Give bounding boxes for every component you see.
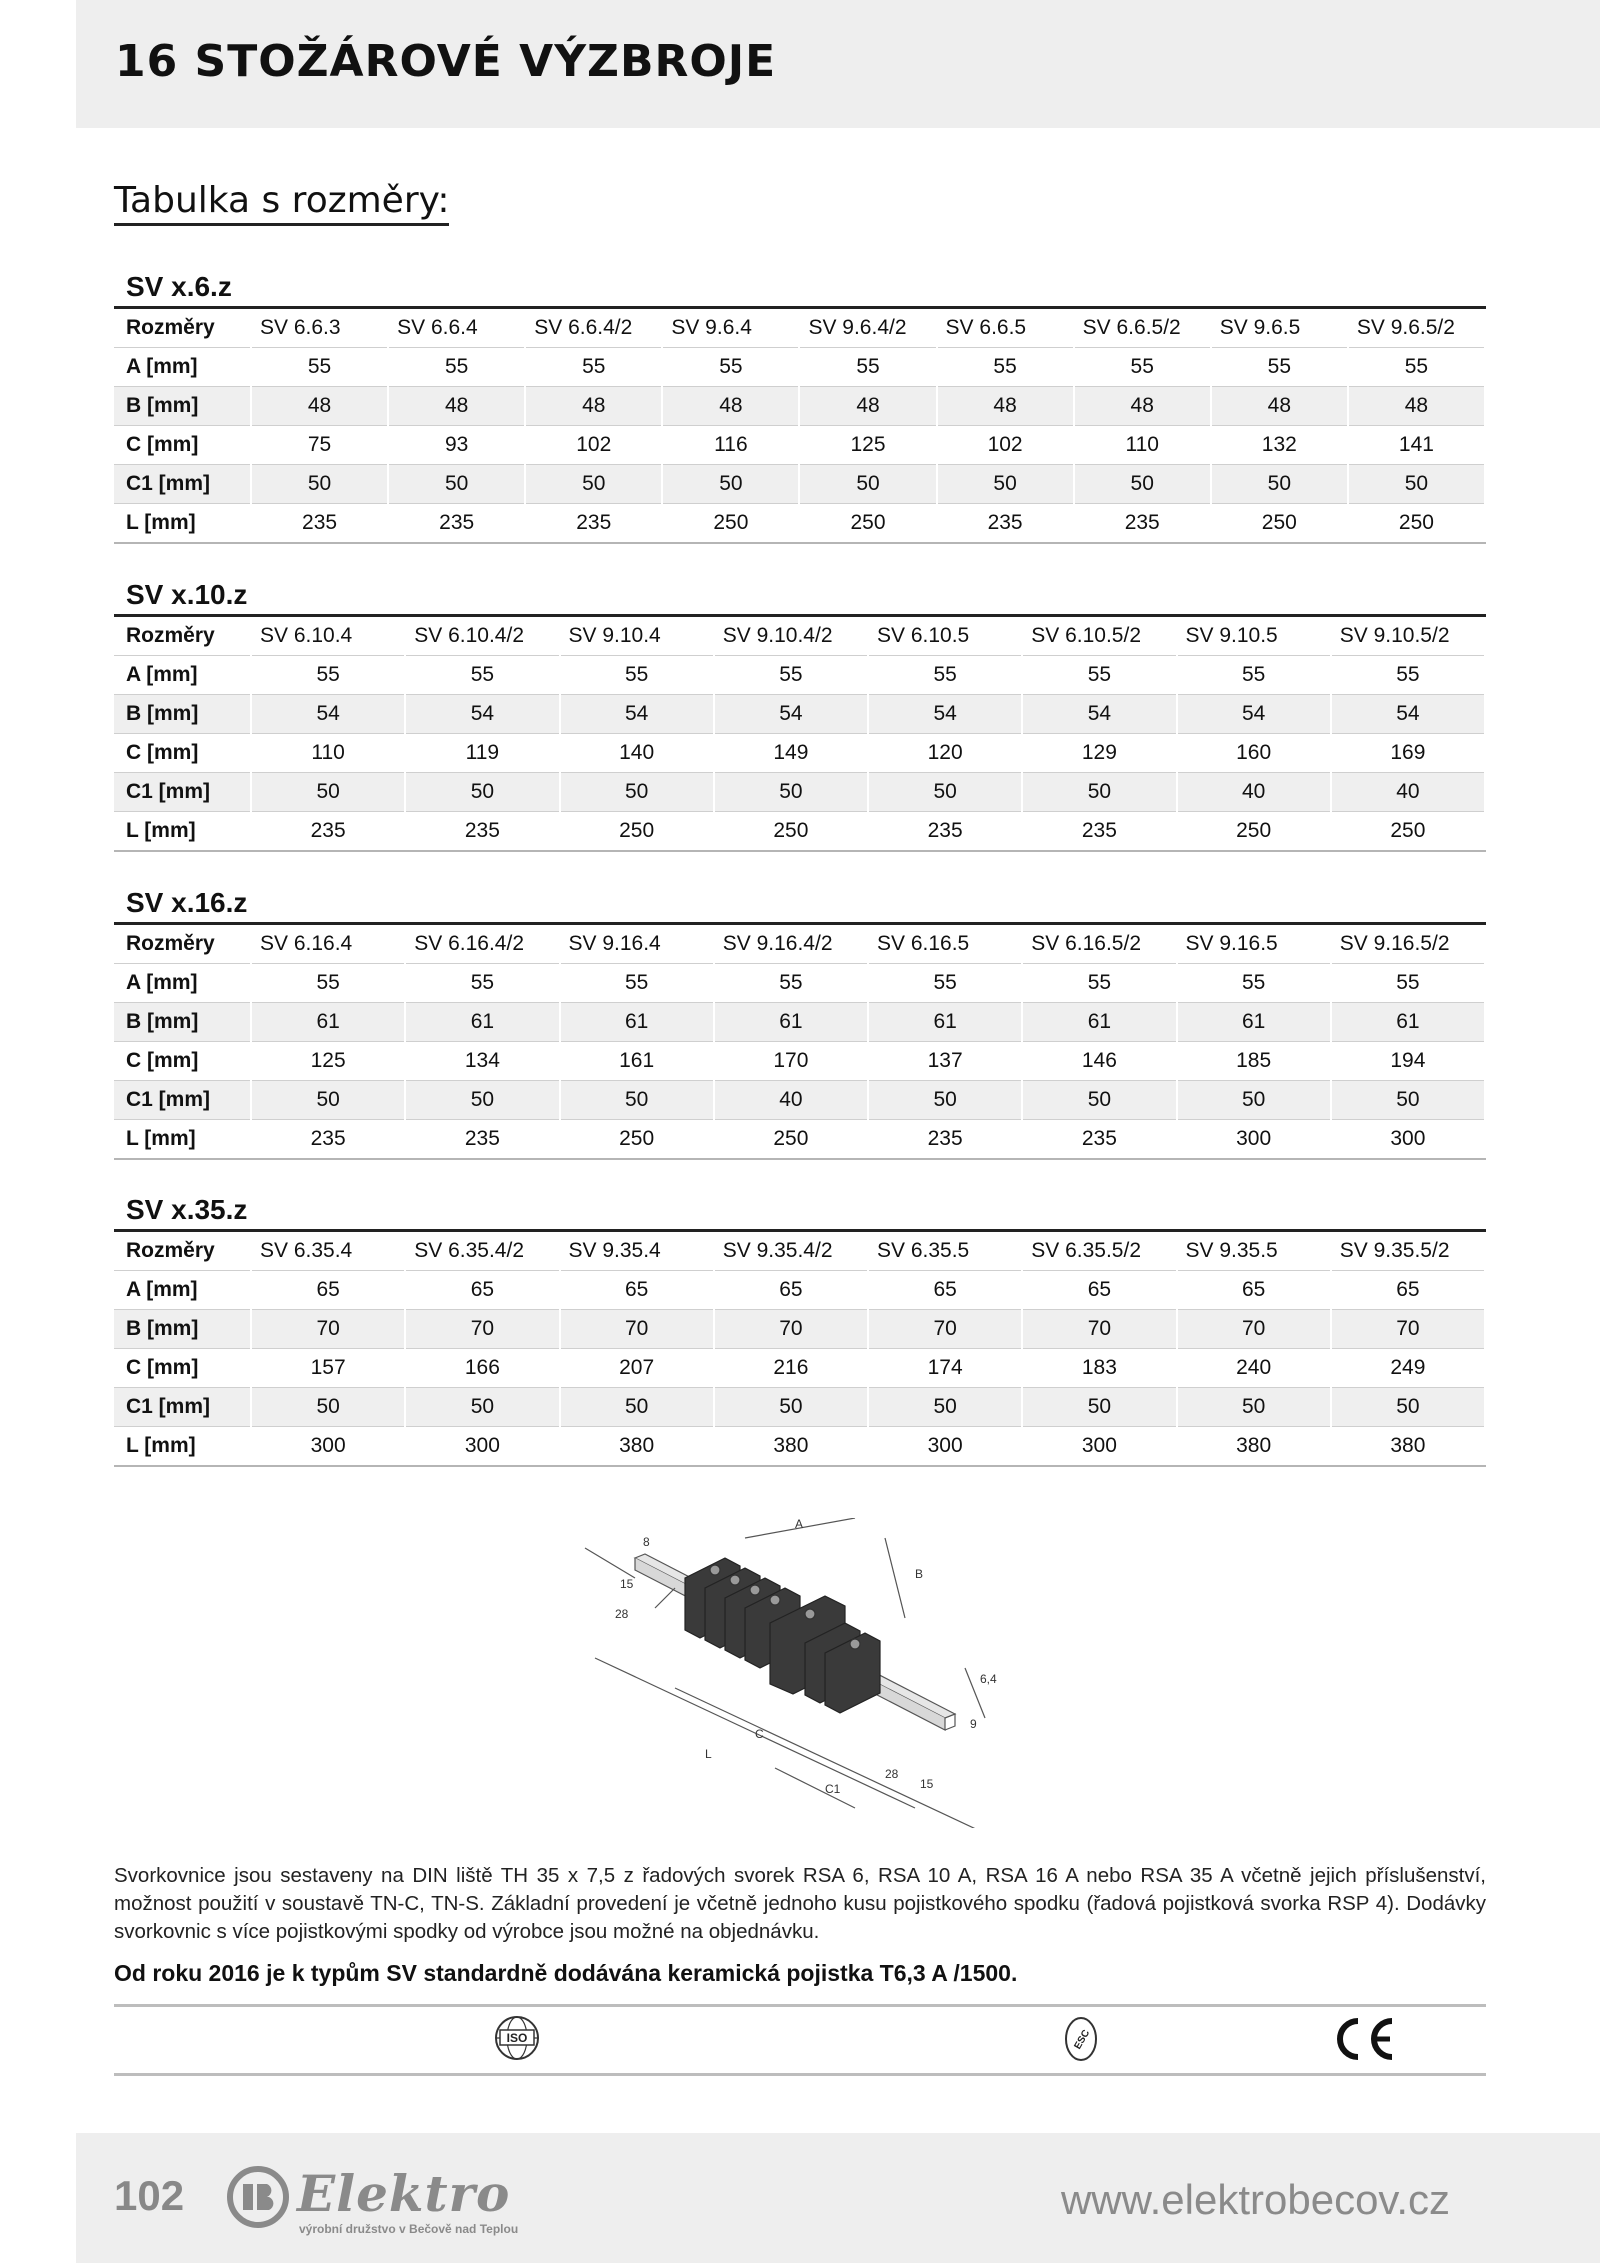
model-header-cell: SV 9.35.5/2	[1331, 1231, 1485, 1271]
table-row	[114, 1388, 1485, 1427]
model-header-cell: SV 9.10.4	[560, 616, 714, 656]
value-cell: 55	[525, 348, 662, 387]
row-label-cell: C1 [mm]	[114, 773, 251, 812]
value-cell: 40	[714, 1081, 868, 1120]
value-cell: 116	[662, 426, 799, 465]
value-cell: 250	[799, 504, 936, 544]
value-cell: 65	[251, 1271, 405, 1310]
value-cell: 55	[1331, 656, 1485, 695]
description-text: Svorkovnice jsou sestaveny na DIN liště TH 35 x 7,5 z řadových svorek RSA 6, RSA 10 A, RSA 16 A nebo RSA 35 A včetně jejich příslušenství, možnost použití v soustavě TN-C, TN-S. Základní provedení je včetně jednoho kusu pojistkového spodku (řadová pojistková svorka RSP 4). Dodávky svorkovnic s více pojistkovými spodky od výrobce jsou možné na objednávku.	[114, 1864, 1486, 1943]
value-cell: 55	[560, 656, 714, 695]
value-cell: 48	[525, 387, 662, 426]
value-cell: 93	[388, 426, 525, 465]
model-header-cell: SV 6.35.5/2	[1022, 1231, 1176, 1271]
model-header-cell: SV 6.6.3	[251, 308, 388, 348]
value-cell: 235	[1022, 1120, 1176, 1160]
value-cell: 125	[251, 1042, 405, 1081]
model-header-cell: SV 6.35.5	[868, 1231, 1022, 1271]
table-row	[114, 1271, 1485, 1310]
value-cell: 50	[1022, 1081, 1176, 1120]
value-cell: 61	[1177, 1003, 1331, 1042]
value-cell: 50	[1331, 1081, 1485, 1120]
row-label-cell: B [mm]	[114, 1003, 251, 1042]
model-header-cell: SV 9.16.4	[560, 924, 714, 964]
row-label-cell: C [mm]	[114, 1042, 251, 1081]
value-cell: 235	[937, 504, 1074, 544]
model-header-cell: SV 6.16.4	[251, 924, 405, 964]
dim-label-b: B	[915, 1567, 924, 1581]
model-header-cell: SV 6.10.5	[868, 616, 1022, 656]
dim-label-c: C	[755, 1727, 764, 1741]
model-header-cell: SV 9.16.5	[1177, 924, 1331, 964]
row-label-cell: B [mm]	[114, 695, 251, 734]
value-cell: 50	[662, 465, 799, 504]
dim-label-6-4: 6,4	[980, 1672, 997, 1686]
value-cell: 129	[1022, 734, 1176, 773]
model-header-cell: SV 9.16.4/2	[714, 924, 868, 964]
row-label-cell: A [mm]	[114, 964, 251, 1003]
value-cell: 141	[1348, 426, 1485, 465]
dimensions-table	[114, 306, 1486, 544]
value-cell: 55	[868, 656, 1022, 695]
value-cell: 50	[937, 465, 1074, 504]
value-cell: 65	[714, 1271, 868, 1310]
value-cell: 50	[714, 773, 868, 812]
value-cell: 174	[868, 1349, 1022, 1388]
dimension-group-6	[114, 268, 1486, 544]
value-cell: 235	[388, 504, 525, 544]
value-cell: 50	[1022, 1388, 1176, 1427]
value-cell: 235	[525, 504, 662, 544]
model-header-cell: SV 9.6.4	[662, 308, 799, 348]
value-cell: 65	[405, 1271, 559, 1310]
terminal-block-drawing	[525, 1518, 1105, 1828]
company-logo	[225, 2160, 545, 2240]
value-cell: 55	[1331, 964, 1485, 1003]
value-cell: 250	[1211, 504, 1348, 544]
value-cell: 55	[1177, 964, 1331, 1003]
row-label-cell: C [mm]	[114, 426, 251, 465]
dimension-group-35	[114, 1191, 1486, 1467]
value-cell: 166	[405, 1349, 559, 1388]
value-cell: 55	[714, 964, 868, 1003]
value-cell: 55	[405, 964, 559, 1003]
value-cell: 250	[1177, 812, 1331, 852]
value-cell: 55	[251, 964, 405, 1003]
dimensions-table	[114, 1229, 1486, 1467]
value-cell: 50	[1177, 1081, 1331, 1120]
value-cell: 146	[1022, 1042, 1176, 1081]
dim-label-15b: 15	[920, 1777, 934, 1791]
table-row	[114, 1042, 1485, 1081]
value-cell: 235	[251, 1120, 405, 1160]
model-header-cell: SV 9.6.5	[1211, 308, 1348, 348]
value-cell: 161	[560, 1042, 714, 1081]
value-cell: 120	[868, 734, 1022, 773]
value-cell: 250	[714, 1120, 868, 1160]
value-cell: 50	[714, 1388, 868, 1427]
value-cell: 300	[868, 1427, 1022, 1467]
header-label-cell: Rozměry	[114, 308, 251, 348]
value-cell: 55	[1074, 348, 1211, 387]
value-cell: 50	[868, 1081, 1022, 1120]
value-cell: 50	[405, 773, 559, 812]
table-row	[114, 773, 1485, 812]
value-cell: 75	[251, 426, 388, 465]
value-cell: 61	[1022, 1003, 1176, 1042]
value-cell: 54	[1177, 695, 1331, 734]
value-cell: 300	[251, 1427, 405, 1467]
value-cell: 48	[799, 387, 936, 426]
value-cell: 54	[560, 695, 714, 734]
value-cell: 40	[1177, 773, 1331, 812]
table-row	[114, 465, 1485, 504]
value-cell: 102	[525, 426, 662, 465]
logo-subtitle: výrobní družstvo v Bečově nad Teplou	[299, 2222, 519, 2236]
value-cell: 65	[1331, 1271, 1485, 1310]
value-cell: 65	[868, 1271, 1022, 1310]
section-heading: Tabulka s rozměry:	[114, 180, 449, 226]
value-cell: 50	[1211, 465, 1348, 504]
esc-label: ESC	[1072, 2028, 1093, 2052]
value-cell: 55	[560, 964, 714, 1003]
value-cell: 55	[868, 964, 1022, 1003]
table-header-row	[114, 616, 1485, 656]
value-cell: 55	[388, 348, 525, 387]
value-cell: 235	[405, 812, 559, 852]
dimensions-table	[114, 922, 1486, 1160]
model-header-cell: SV 6.16.4/2	[405, 924, 559, 964]
row-label-cell: L [mm]	[114, 1120, 251, 1160]
value-cell: 110	[251, 734, 405, 773]
table-row	[114, 734, 1485, 773]
value-cell: 61	[405, 1003, 559, 1042]
value-cell: 50	[405, 1081, 559, 1120]
value-cell: 125	[799, 426, 936, 465]
value-cell: 380	[1177, 1427, 1331, 1467]
value-cell: 54	[868, 695, 1022, 734]
value-cell: 50	[868, 1388, 1022, 1427]
table-row	[114, 964, 1485, 1003]
value-cell: 55	[662, 348, 799, 387]
row-label-cell: C1 [mm]	[114, 1081, 251, 1120]
value-cell: 65	[560, 1271, 714, 1310]
table-header-row	[114, 308, 1485, 348]
value-cell: 70	[405, 1310, 559, 1349]
value-cell: 250	[662, 504, 799, 544]
page-number: 102	[114, 2172, 185, 2219]
value-cell: 380	[560, 1427, 714, 1467]
value-cell: 55	[1211, 348, 1348, 387]
header-label-cell: Rozměry	[114, 1231, 251, 1271]
value-cell: 65	[1177, 1271, 1331, 1310]
model-header-cell: SV 6.6.4	[388, 308, 525, 348]
value-cell: 240	[1177, 1349, 1331, 1388]
header-label-cell: Rozměry	[114, 616, 251, 656]
value-cell: 55	[937, 348, 1074, 387]
value-cell: 50	[251, 1388, 405, 1427]
value-cell: 55	[1348, 348, 1485, 387]
value-cell: 185	[1177, 1042, 1331, 1081]
value-cell: 380	[714, 1427, 868, 1467]
value-cell: 194	[1331, 1042, 1485, 1081]
model-header-cell: SV 6.10.5/2	[1022, 616, 1176, 656]
value-cell: 140	[560, 734, 714, 773]
ce-mark-icon	[1328, 2013, 1398, 2065]
value-cell: 110	[1074, 426, 1211, 465]
dim-label-8: 8	[643, 1535, 650, 1549]
model-header-cell: SV 9.6.4/2	[799, 308, 936, 348]
value-cell: 169	[1331, 734, 1485, 773]
table-row	[114, 812, 1485, 852]
table-header-row	[114, 1231, 1485, 1271]
value-cell: 216	[714, 1349, 868, 1388]
value-cell: 48	[1211, 387, 1348, 426]
value-cell: 249	[1331, 1349, 1485, 1388]
dim-label-c1: C1	[825, 1782, 841, 1796]
value-cell: 70	[560, 1310, 714, 1349]
model-header-cell: SV 9.35.4/2	[714, 1231, 868, 1271]
model-header-cell: SV 9.16.5/2	[1331, 924, 1485, 964]
value-cell: 65	[1022, 1271, 1176, 1310]
dim-label-28b: 28	[885, 1767, 899, 1781]
value-cell: 50	[388, 465, 525, 504]
value-cell: 50	[1348, 465, 1485, 504]
value-cell: 50	[405, 1388, 559, 1427]
model-header-cell: SV 6.16.5	[868, 924, 1022, 964]
table-row	[114, 1003, 1485, 1042]
iso-icon	[492, 2013, 542, 2065]
table-row	[114, 1427, 1485, 1467]
row-label-cell: L [mm]	[114, 812, 251, 852]
table-row	[114, 1349, 1485, 1388]
value-cell: 235	[868, 1120, 1022, 1160]
value-cell: 48	[1348, 387, 1485, 426]
value-cell: 48	[662, 387, 799, 426]
value-cell: 250	[1348, 504, 1485, 544]
value-cell: 250	[1331, 812, 1485, 852]
value-cell: 48	[937, 387, 1074, 426]
value-cell: 54	[1331, 695, 1485, 734]
value-cell: 50	[525, 465, 662, 504]
esc-icon	[1061, 2013, 1101, 2065]
value-cell: 250	[560, 1120, 714, 1160]
dim-label-l: L	[705, 1747, 712, 1761]
dim-label-9: 9	[970, 1717, 977, 1731]
dimension-group-10	[114, 576, 1486, 852]
value-cell: 235	[405, 1120, 559, 1160]
model-header-cell: SV 9.10.5/2	[1331, 616, 1485, 656]
iso-label: ISO	[506, 2031, 528, 2045]
value-cell: 250	[714, 812, 868, 852]
value-cell: 61	[560, 1003, 714, 1042]
row-label-cell: C [mm]	[114, 1349, 251, 1388]
value-cell: 50	[560, 1081, 714, 1120]
dim-label-a: A	[795, 1518, 804, 1531]
model-header-cell: SV 6.6.4/2	[525, 308, 662, 348]
value-cell: 250	[560, 812, 714, 852]
value-cell: 55	[251, 348, 388, 387]
model-header-cell: SV 9.10.5	[1177, 616, 1331, 656]
value-cell: 50	[1177, 1388, 1331, 1427]
logo-wordmark: Elektro	[297, 2164, 511, 2223]
value-cell: 40	[1331, 773, 1485, 812]
model-header-cell: SV 6.35.4	[251, 1231, 405, 1271]
value-cell: 132	[1211, 426, 1348, 465]
value-cell: 207	[560, 1349, 714, 1388]
value-cell: 137	[868, 1042, 1022, 1081]
value-cell: 70	[868, 1310, 1022, 1349]
group-title: SV x.35.z	[126, 1194, 248, 1225]
value-cell: 61	[1331, 1003, 1485, 1042]
table-header-row	[114, 924, 1485, 964]
value-cell: 55	[714, 656, 868, 695]
value-cell: 235	[251, 812, 405, 852]
value-cell: 70	[1022, 1310, 1176, 1349]
value-cell: 48	[1074, 387, 1211, 426]
value-cell: 102	[937, 426, 1074, 465]
value-cell: 50	[251, 773, 405, 812]
header-label-cell: Rozměry	[114, 924, 251, 964]
model-header-cell: SV 9.6.5/2	[1348, 308, 1485, 348]
value-cell: 50	[251, 1081, 405, 1120]
value-cell: 300	[1177, 1120, 1331, 1160]
value-cell: 119	[405, 734, 559, 773]
table-row	[114, 504, 1485, 544]
table-row	[114, 1310, 1485, 1349]
row-label-cell: A [mm]	[114, 348, 251, 387]
table-row	[114, 656, 1485, 695]
value-cell: 61	[714, 1003, 868, 1042]
value-cell: 50	[868, 773, 1022, 812]
value-cell: 61	[251, 1003, 405, 1042]
value-cell: 55	[1022, 656, 1176, 695]
value-cell: 70	[714, 1310, 868, 1349]
model-header-cell: SV 6.35.4/2	[405, 1231, 559, 1271]
value-cell: 235	[868, 812, 1022, 852]
table-row	[114, 1120, 1485, 1160]
model-header-cell: SV 6.6.5/2	[1074, 308, 1211, 348]
ceramic-fuse-note: Od roku 2016 je k typům SV standardně dodávána keramická pojistka T6,3 A /1500.	[114, 1960, 1018, 1986]
value-cell: 70	[1331, 1310, 1485, 1349]
value-cell: 134	[405, 1042, 559, 1081]
row-label-cell: B [mm]	[114, 1310, 251, 1349]
value-cell: 300	[1022, 1427, 1176, 1467]
value-cell: 61	[868, 1003, 1022, 1042]
value-cell: 55	[405, 656, 559, 695]
value-cell: 149	[714, 734, 868, 773]
certification-bar	[114, 2004, 1486, 2076]
model-header-cell: SV 6.10.4/2	[405, 616, 559, 656]
row-label-cell: C1 [mm]	[114, 465, 251, 504]
value-cell: 183	[1022, 1349, 1176, 1388]
value-cell: 380	[1331, 1427, 1485, 1467]
value-cell: 235	[1074, 504, 1211, 544]
value-cell: 54	[714, 695, 868, 734]
group-title: SV x.16.z	[126, 887, 248, 918]
value-cell: 170	[714, 1042, 868, 1081]
value-cell: 50	[251, 465, 388, 504]
website-url[interactable]: www.elektrobecov.cz	[1060, 2176, 1450, 2223]
row-label-cell: L [mm]	[114, 1427, 251, 1467]
value-cell: 300	[1331, 1120, 1485, 1160]
row-label-cell: A [mm]	[114, 656, 251, 695]
table-row	[114, 695, 1485, 734]
value-cell: 70	[1177, 1310, 1331, 1349]
row-label-cell: L [mm]	[114, 504, 251, 544]
value-cell: 55	[799, 348, 936, 387]
table-row	[114, 387, 1485, 426]
table-row	[114, 1081, 1485, 1120]
model-header-cell: SV 9.35.5	[1177, 1231, 1331, 1271]
value-cell: 50	[560, 773, 714, 812]
value-cell: 157	[251, 1349, 405, 1388]
value-cell: 50	[1074, 465, 1211, 504]
model-header-cell: SV 6.16.5/2	[1022, 924, 1176, 964]
dim-label-28: 28	[615, 1607, 629, 1621]
elektro-logo-icon	[225, 2164, 291, 2230]
value-cell: 55	[1022, 964, 1176, 1003]
dimensions-table	[114, 614, 1486, 852]
row-label-cell: C [mm]	[114, 734, 251, 773]
model-header-cell: SV 6.10.4	[251, 616, 405, 656]
value-cell: 50	[560, 1388, 714, 1427]
model-header-cell: SV 6.6.5	[937, 308, 1074, 348]
value-cell: 54	[405, 695, 559, 734]
row-label-cell: B [mm]	[114, 387, 251, 426]
model-header-cell: SV 9.10.4/2	[714, 616, 868, 656]
value-cell: 50	[1331, 1388, 1485, 1427]
group-title: SV x.6.z	[126, 271, 232, 302]
value-cell: 55	[1177, 656, 1331, 695]
value-cell: 300	[405, 1427, 559, 1467]
value-cell: 54	[1022, 695, 1176, 734]
value-cell: 48	[388, 387, 525, 426]
table-row	[114, 348, 1485, 387]
value-cell: 48	[251, 387, 388, 426]
dim-label-15: 15	[620, 1577, 634, 1591]
value-cell: 235	[1022, 812, 1176, 852]
value-cell: 160	[1177, 734, 1331, 773]
group-title: SV x.10.z	[126, 579, 248, 610]
value-cell: 235	[251, 504, 388, 544]
model-header-cell: SV 9.35.4	[560, 1231, 714, 1271]
value-cell: 55	[251, 656, 405, 695]
row-label-cell: A [mm]	[114, 1271, 251, 1310]
table-row	[114, 426, 1485, 465]
value-cell: 70	[251, 1310, 405, 1349]
value-cell: 50	[1022, 773, 1176, 812]
page-title: 16 STOŽÁROVÉ VÝZBROJE	[115, 36, 777, 87]
row-label-cell: C1 [mm]	[114, 1388, 251, 1427]
dimension-group-16	[114, 884, 1486, 1160]
value-cell: 50	[799, 465, 936, 504]
value-cell: 54	[251, 695, 405, 734]
